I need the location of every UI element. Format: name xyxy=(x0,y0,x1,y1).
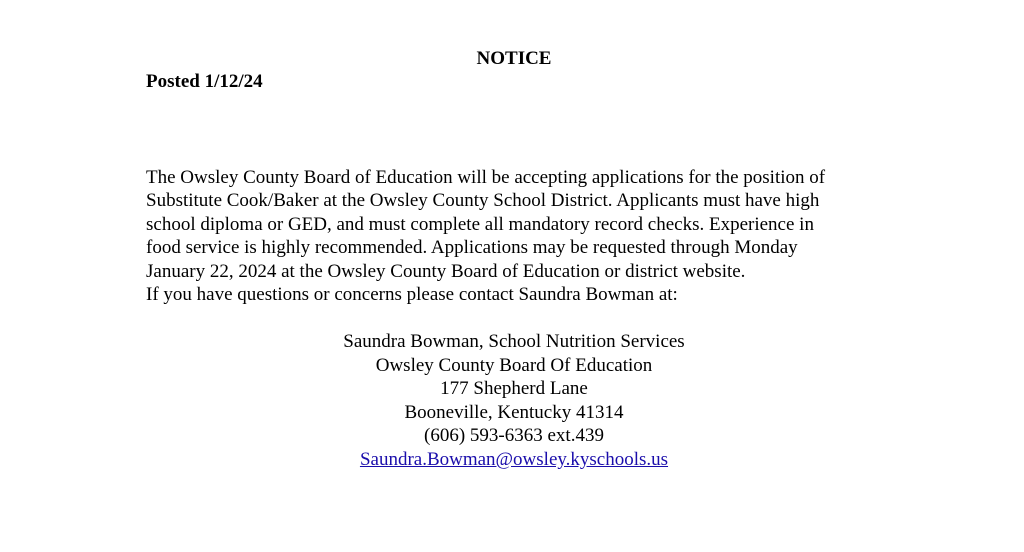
notice-title: NOTICE xyxy=(476,48,552,69)
notice-body xyxy=(146,166,906,306)
contact-block xyxy=(0,330,1024,472)
body-line: Substitute Cook/Baker at the Owsley County School District. Applicants must have high xyxy=(146,190,820,212)
body-line: school diploma or GED, and must complete all mandatory record checks. Experience in xyxy=(146,213,814,235)
contact-name: Saundra Bowman, School Nutrition Services xyxy=(343,331,685,352)
body-line: January 22, 2024 at the Owsley County Board of Education or district website. xyxy=(146,260,746,282)
body-line: If you have questions or concerns please contact Saundra Bowman at: xyxy=(146,284,678,306)
body-line: food service is highly recommended. Applications may be requested through Monday xyxy=(146,237,798,259)
contact-city-state-zip: Booneville, Kentucky 41314 xyxy=(404,401,624,423)
contact-street: 177 Shepherd Lane xyxy=(440,378,588,400)
contact-phone: (606) 593-6363 ext.439 xyxy=(424,425,604,447)
body-line: The Owsley County Board of Education will be accepting applications for the position of xyxy=(146,167,826,188)
contact-email-link[interactable]: Saundra.Bowman@owsley.kyschools.us xyxy=(359,448,669,470)
posted-date: Posted 1/12/24 xyxy=(146,71,263,92)
contact-organization: Owsley County Board Of Education xyxy=(375,354,653,376)
